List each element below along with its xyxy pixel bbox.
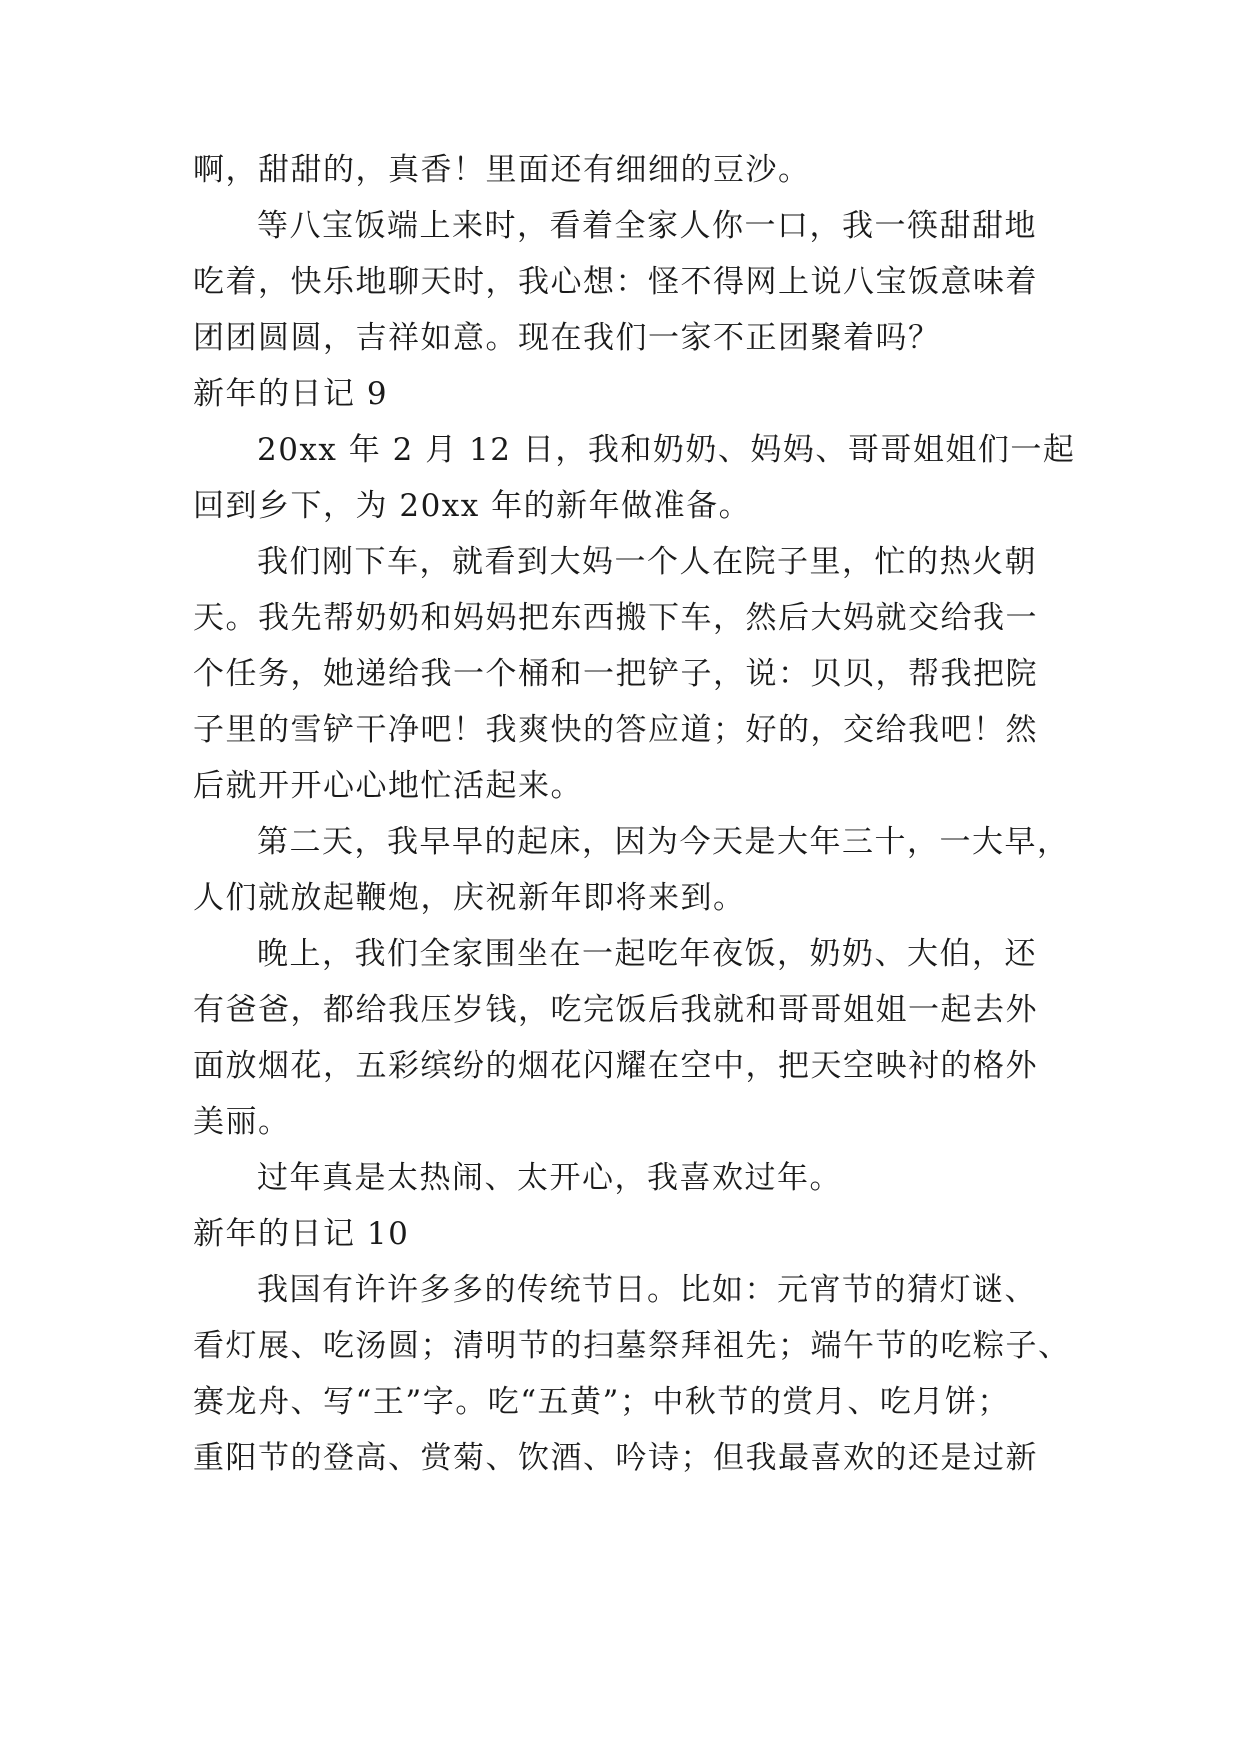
text-line: 个任务，她递给我一个桶和一把铲子，说：贝贝，帮我把院 [193,656,1038,692]
text-line: 吃着，快乐地聊天时，我心想：怪不得网上说八宝饭意味着 [193,264,1038,300]
text-line: 人们就放起鞭炮，庆祝新年即将来到。 [193,880,746,916]
text-line: 团团圆圆，吉祥如意。现在我们一家不正团聚着吗？ [193,320,941,356]
text-line: 过年真是太热闹、太开心，我喜欢过年。 [257,1160,842,1196]
text-line: 晚上，我们全家围坐在一起吃年夜饭，奶奶、大伯，还 [257,936,1037,972]
text-line: 赛龙舟、写“王”字。吃“五黄”；中秋节的赏月、吃月饼； [193,1384,1010,1420]
text-line: 看灯展、吃汤圆；清明节的扫墓祭拜祖先；端午节的吃粽子、 [193,1328,1071,1364]
text-line: 我国有许许多多的传统节日。比如：元宵节的猜灯谜、 [257,1272,1037,1308]
text-line: 啊，甜甜的，真香！里面还有细细的豆沙。 [193,152,811,188]
text-line: 子里的雪铲干净吧！我爽快的答应道；好的，交给我吧！然 [193,712,1038,748]
text-line: 美丽。 [193,1104,291,1140]
text-line: 有爸爸，都给我压岁钱，吃完饭后我就和哥哥姐姐一起去外 [193,992,1038,1028]
text-line: 第二天，我早早的起床，因为今天是大年三十，一大早， [257,824,1070,860]
section-heading: 新年的日记 10 [193,1216,410,1252]
section-heading: 新年的日记 9 [193,376,389,412]
text-line: 回到乡下，为 20xx 年的新年做准备。 [193,488,752,524]
text-line: 天。我先帮奶奶和妈妈把东西搬下车，然后大妈就交给我一 [193,600,1038,636]
text-line: 我们刚下车，就看到大妈一个人在院子里，忙的热火朝 [257,544,1037,580]
text-line: 面放烟花，五彩缤纷的烟花闪耀在空中，把天空映衬的格外 [193,1048,1038,1084]
text-line: 20xx 年 2 月 12 日，我和奶奶、妈妈、哥哥姐姐们一起 [257,432,1076,468]
text-line: 后就开开心心地忙活起来。 [193,768,583,804]
text-line: 重阳节的登高、赏菊、饮酒、吟诗；但我最喜欢的还是过新 [193,1440,1038,1476]
text-line: 等八宝饭端上来时，看着全家人你一口，我一筷甜甜地 [257,208,1037,244]
